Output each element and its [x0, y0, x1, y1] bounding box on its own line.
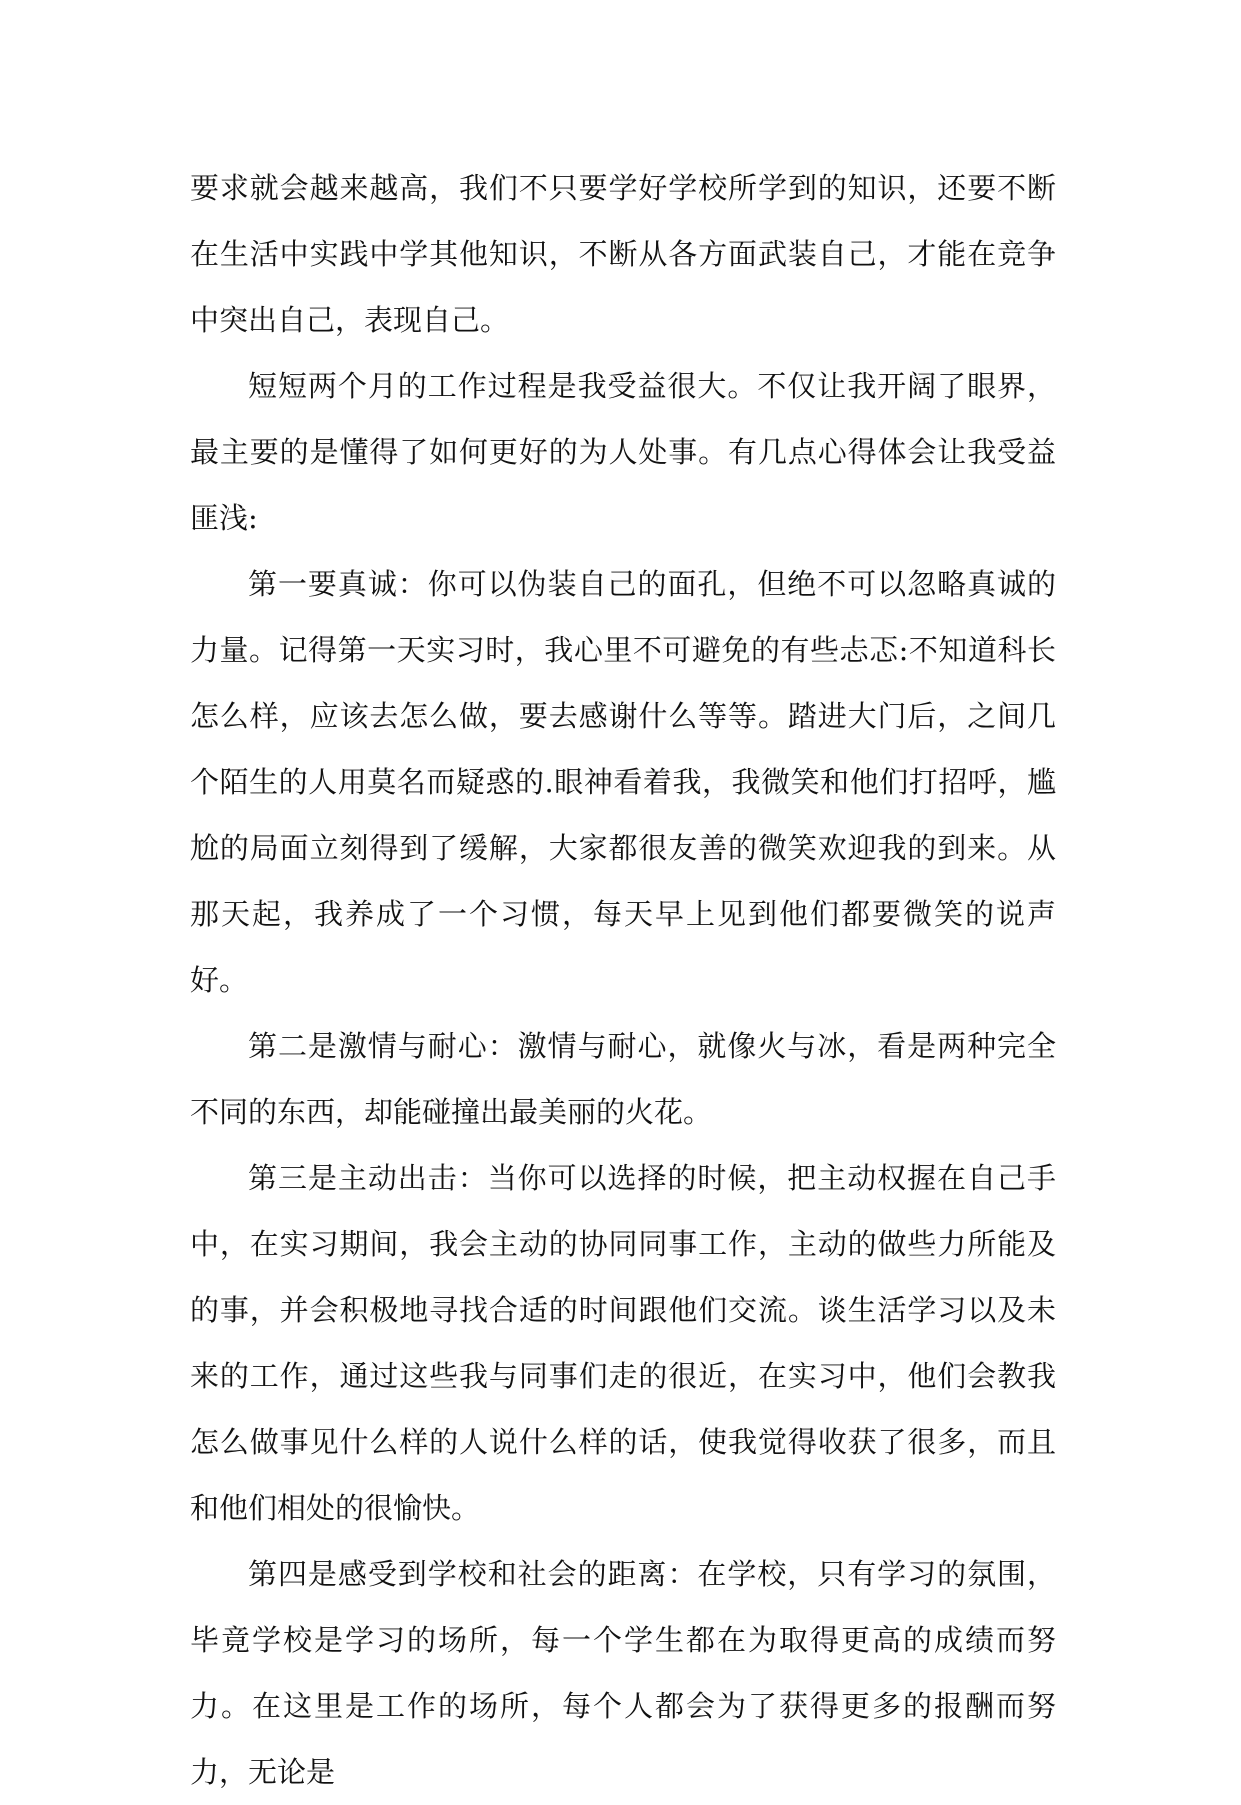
paragraph-3: 第一要真诚：你可以伪装自己的面孔，但绝不可以忽略真诚的力量。记得第一天实习时，我心里不可避免的有些忐忑:不知道科长怎么样，应该去怎么做，要去感谢什么等等。踏进大门后，之间几个陌生的人用莫名而疑惑的.眼神看着我，我微笑和他们打招呼，尴尬的局面立刻得到了缓解，大家都很友善的微笑欢迎我的到来。从那天起，我养成了一个习惯，每天早上见到他们都要微笑的说声好。 [190, 567, 1056, 997]
paragraph-1: 要求就会越来越高，我们不只要学好学校所学到的知识，还要不断在生活中实践中学其他知识，不断从各方面武装自己，才能在竞争中突出自己，表现自己。 [190, 171, 1056, 337]
paragraph-5: 第三是主动出击：当你可以选择的时候，把主动权握在自己手中，在实习期间，我会主动的协同同事工作，主动的做些力所能及的事，并会积极地寻找合适的时间跟他们交流。谈生活学习以及未来的工作，通过这些我与同事们走的很近，在实习中，他们会教我怎么做事见什么样的人说什么样的话，使我觉得收获了很多，而且和他们相处的很愉快。 [190, 1161, 1056, 1525]
paragraph-2: 短短两个月的工作过程是我受益很大。不仅让我开阔了眼界，最主要的是懂得了如何更好的为人处事。有几点心得体会让我受益匪浅: [190, 369, 1056, 535]
paragraph-6: 第四是感受到学校和社会的距离：在学校，只有学习的氛围，毕竟学校是学习的场所，每一个学生都在为取得更高的成绩而努力。在这里是工作的场所，每个人都会为了获得更多的报酬而努力，无论是 [190, 1557, 1056, 1789]
paragraph-4: 第二是激情与耐心：激情与耐心，就像火与冰，看是两种完全不同的东西，却能碰撞出最美丽的火花。 [190, 1029, 1056, 1129]
document-body [190, 155, 1056, 1805]
